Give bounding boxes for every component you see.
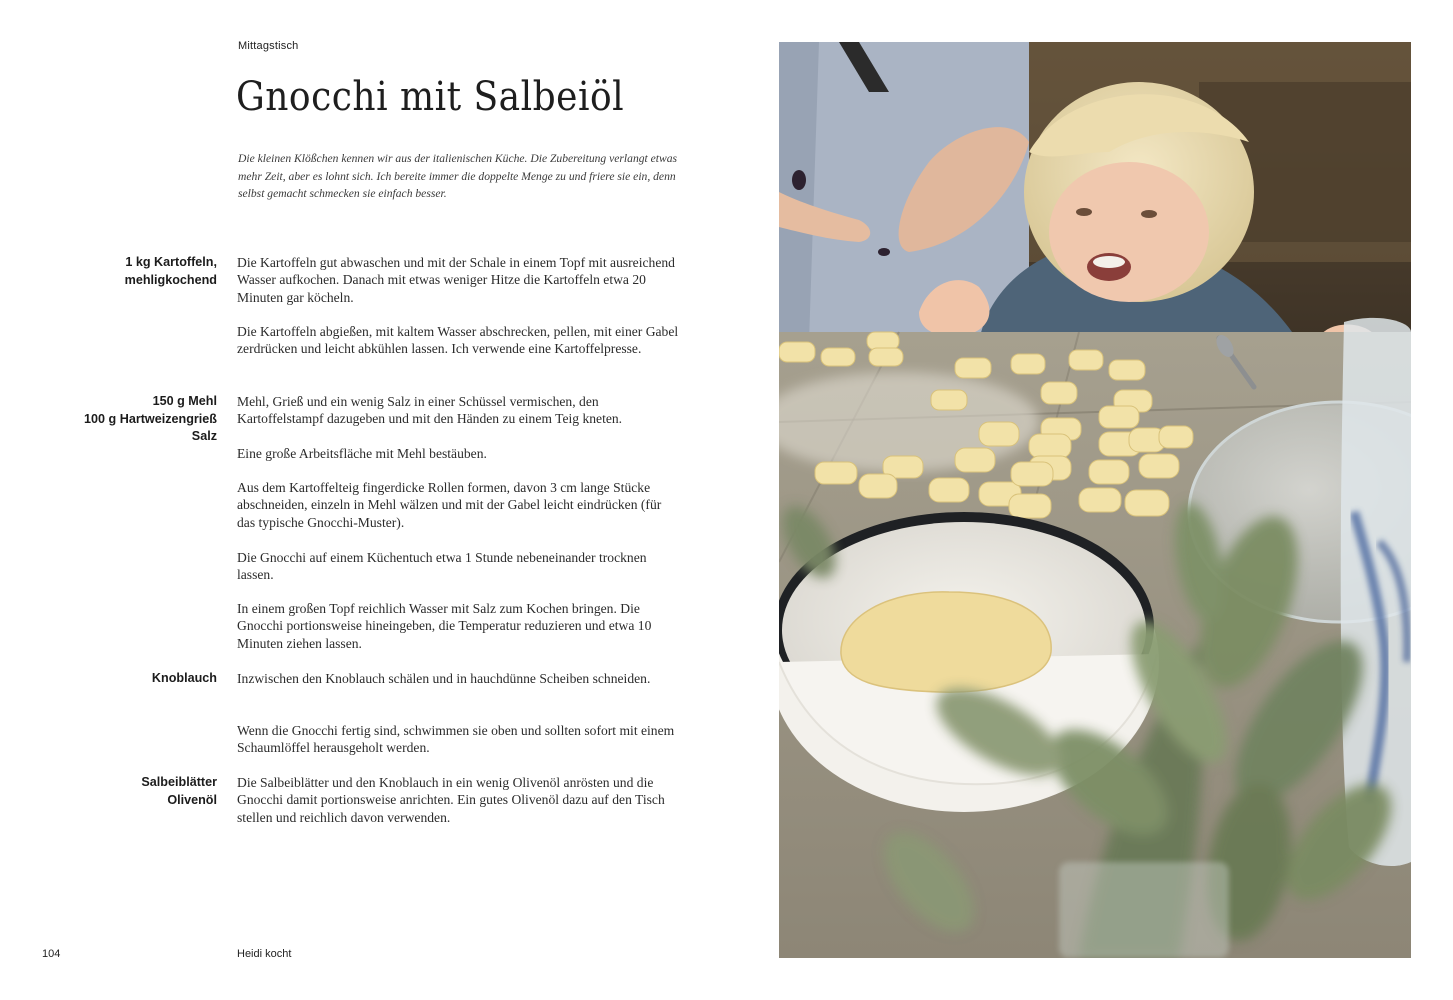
- ingredient-group-garlic: [17, 670, 217, 688]
- recipe-step: Die Gnocchi auf einem Küchentuch etwa 1 Stunde nebeneinander trocknen lassen.: [237, 550, 647, 583]
- recipe-step: Die Kartoffeln abgießen, mit kaltem Wasser abschrecken, pellen, mit einer Gabel zerdrücken und leicht abkühlen lassen. Ich verwende eine Kartoffelpresse.: [237, 324, 679, 357]
- ingredient-line: Salbeiblätter: [141, 775, 217, 789]
- recipe-step: Wenn die Gnocchi fertig sind, schwimmen sie oben und sollten sofort mit einem Schaumlöffel herausgeholt werden.: [237, 723, 675, 756]
- photo-illustration: [779, 42, 1411, 958]
- ingredient-group-sage: [17, 774, 217, 809]
- recipe-step: Die Kartoffeln gut abwaschen und mit der Schale in einem Topf mit ausreichend Wasser aufkochen. Danach mit etwas weniger Hitze die Kartoffeln etwa 20 Minuten gar köcheln.: [237, 255, 675, 305]
- ingredient-line: Olivenöl: [167, 792, 217, 807]
- child-making-gnocchi-photo: [779, 42, 1411, 958]
- ingredient-line: 100 g Hartweizengrieß: [84, 411, 217, 426]
- recipe-title: Gnocchi mit Salbeiöl: [236, 74, 625, 120]
- ingredient-line: Knoblauch: [151, 671, 217, 685]
- ingredient-line: mehligkochend: [124, 272, 217, 287]
- recipe-intro: Die kleinen Klößchen kennen wir aus der italienischen Küche. Die Zubereitung verlangt etwas mehr Zeit, aber es lohnt sich. Ich bereite immer die doppelte Menge zu und friere sie ein, denn selbst gemacht schmecken sie einfach besser.: [238, 152, 678, 200]
- recipe-step: Inzwischen den Knoblauch schälen und in hauchdünne Scheiben schneiden.: [237, 671, 651, 686]
- recipe-step: In einem großen Topf reichlich Wasser mit Salz zum Kochen bringen. Die Gnocchi portionsweise hineingeben, die Temperatur reduzieren und etwa 10 Minuten ziehen lassen.: [237, 601, 652, 651]
- book-title: Heidi kocht: [237, 948, 292, 960]
- recipe-step: Aus dem Kartoffelteig fingerdicke Rollen formen, davon 3 cm lange Stücke abschneiden, einzeln in Mehl wälzen und mit der Gabel leicht eindrücken (für das typische Gnocchi-Muster).: [237, 480, 662, 530]
- recipe-step: Eine große Arbeitsfläche mit Mehl bestäuben.: [237, 446, 487, 461]
- ingredient-group-potatoes: [17, 254, 217, 289]
- ingredient-line: 1 kg Kartoffeln,: [125, 255, 217, 269]
- ingredient-line: Salz: [191, 429, 217, 443]
- ingredient-group-flour: [17, 393, 217, 446]
- recipe-step: Die Salbeiblätter und den Knoblauch in ein wenig Olivenöl anrösten und die Gnocchi damit portionsweise anrichten. Ein gutes Olivenöl dazu auf den Tisch stellen und reichlich davon verwenden.: [237, 775, 665, 825]
- section-label: Mittagstisch: [238, 40, 299, 52]
- ingredient-line: 150 g Mehl: [152, 394, 217, 408]
- page-number: 104: [42, 948, 61, 960]
- recipe-body: [0, 0, 700, 1000]
- recipe-step: Mehl, Grieß und ein wenig Salz in einer Schüssel vermischen, den Kartoffelstampf dazugeben und mit den Händen zu einem Teig kneten.: [237, 394, 623, 427]
